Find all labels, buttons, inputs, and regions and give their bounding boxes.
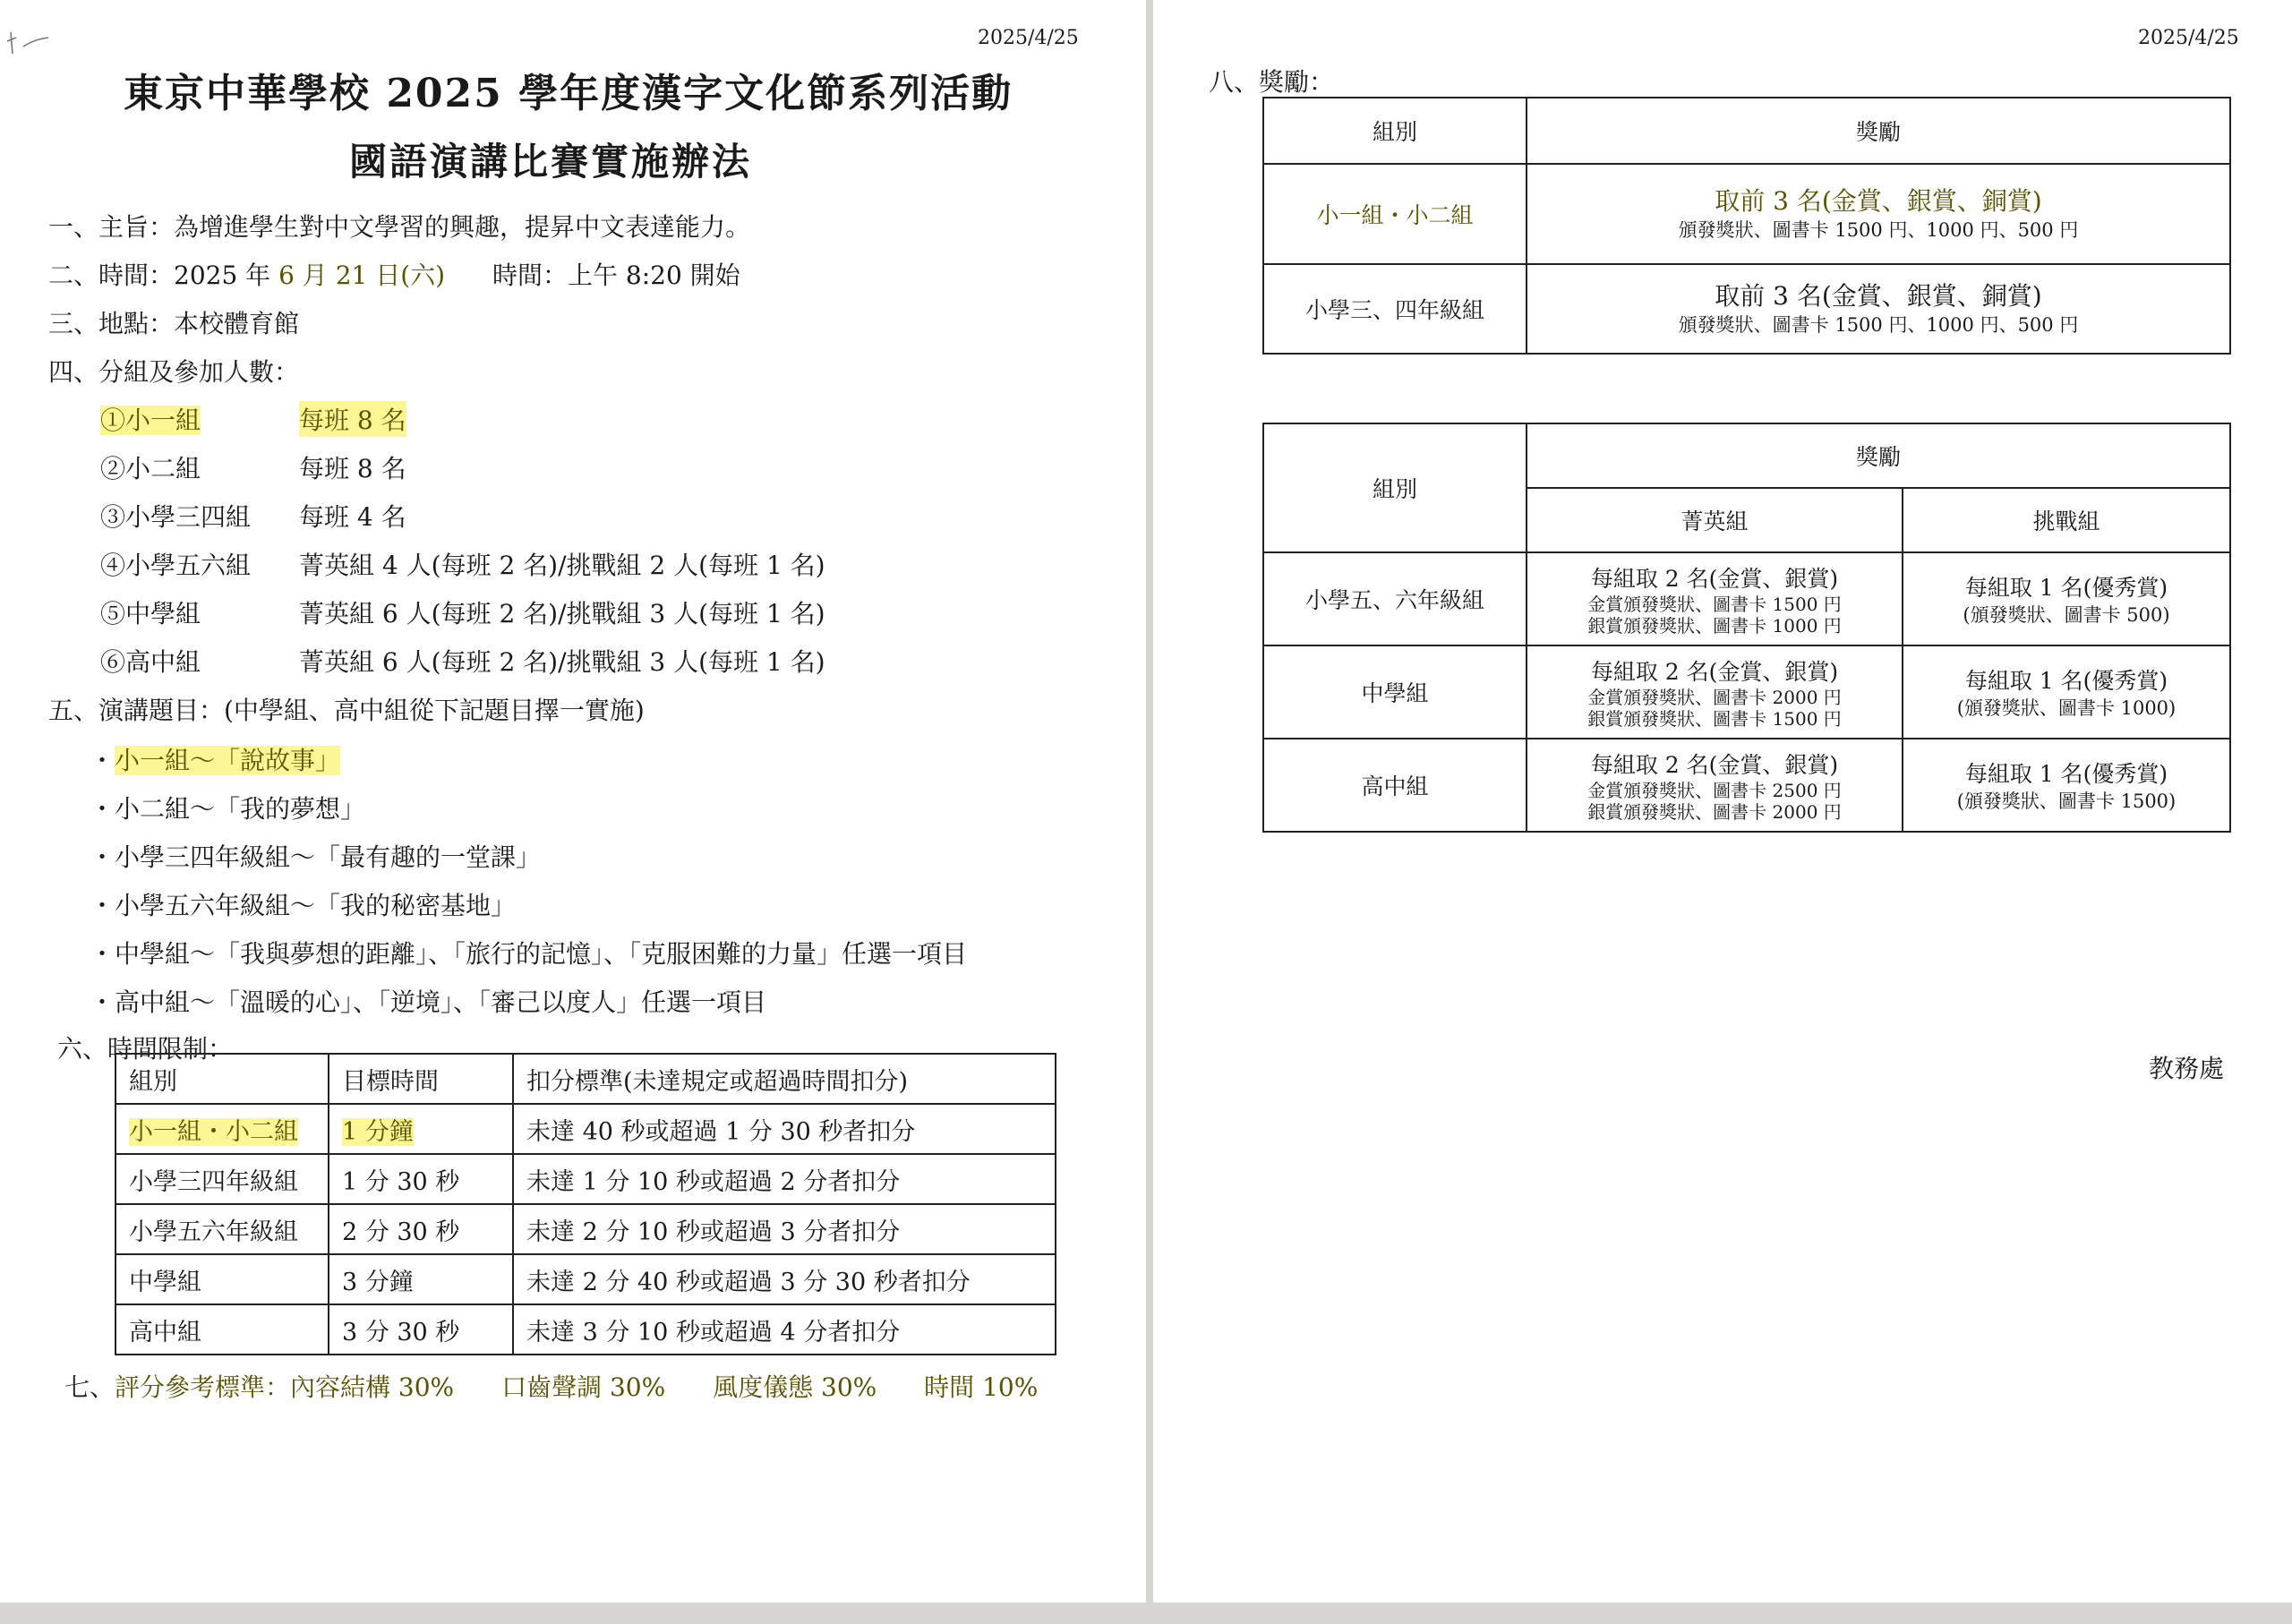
table-cell (1903, 552, 2230, 645)
table-header-cell: 組別 (115, 1054, 329, 1104)
topic-text: 小學五六年級組～「我的秘密基地」 (115, 891, 517, 920)
group-name: ③小學三四組 (100, 502, 252, 532)
topic-item: ・小一組～「說故事」 (90, 746, 341, 775)
topic-item: ・小學五六年級組～「我的秘密基地」 (90, 891, 517, 920)
time-prefix: 二、時間：2025 年 (48, 261, 271, 290)
group-item (100, 449, 406, 485)
table-row (115, 1204, 1056, 1254)
award-table-upper-grades (1262, 423, 2231, 833)
table-cell (329, 1104, 513, 1154)
table-cell: 3 分鐘 (329, 1254, 513, 1304)
table-cell: 小學三、四年級組 (1263, 264, 1527, 354)
left-page (0, 0, 1146, 1603)
time-start: 時間：上午 8:20 開始 (492, 261, 740, 290)
table-header-cell: 獎勵 (1527, 423, 2230, 488)
topic-text: 小一組～「說故事」 (115, 746, 341, 775)
group-item (100, 594, 825, 630)
table-header-cell: 獎勵 (1527, 98, 2230, 164)
table-row (1263, 739, 2230, 832)
award-table-lower-grades (1262, 97, 2231, 355)
section-time (48, 256, 740, 292)
table-cell: 小一組・小二組 (1263, 164, 1527, 264)
table-cell (1527, 739, 1903, 832)
award-gold-text: 金賞頒發獎狀、圖書卡 2500 円 (1587, 780, 1842, 801)
section-purpose: 一、主旨：為增進學生對中文學習的興趣，提昇中文表達能力。 (48, 212, 751, 242)
scoring-item: 口齒聲調 30% (501, 1372, 666, 1402)
award-main-text: 每組取 1 名(優秀賞) (1964, 761, 2168, 787)
table-cell: 高中組 (1263, 739, 1527, 832)
table-cell: 小學三四年級組 (115, 1154, 329, 1204)
group-item (100, 643, 825, 679)
group-count: 菁英組 6 人(每班 2 名)/挑戰組 3 人(每班 1 名) (299, 647, 825, 677)
table-header-cell: 組別 (1263, 423, 1527, 552)
cell-text: 1 分鐘 (342, 1117, 414, 1146)
award-sub-text: (頒發獎狀、圖書卡 1500) (1956, 791, 2177, 812)
table-header-cell: 挑戰組 (1903, 488, 2230, 552)
document-date: 2025/4/25 (2138, 27, 2239, 49)
group-name: ⑥高中組 (100, 647, 201, 677)
table-cell: 未達 3 分 10 秒或超過 4 分者扣分 (513, 1304, 1056, 1355)
table-cell (1903, 739, 2230, 832)
award-main-text: 每組取 2 名(金賞、銀賞) (1590, 752, 1839, 778)
award-gold-text: 金賞頒發獎狀、圖書卡 2000 円 (1587, 687, 1842, 708)
topic-text: 小學三四年級組～「最有趣的一堂課」 (115, 842, 542, 872)
table-row (1263, 264, 2230, 354)
table-row (115, 1154, 1056, 1204)
award-silver-text: 銀賞頒發獎狀、圖書卡 1000 円 (1587, 615, 1842, 637)
group-name: ②小二組 (100, 454, 201, 483)
award-sub-text: 頒發獎狀、圖書卡 1500 円、1000 円、500 円 (1678, 314, 2079, 336)
table-header-cell: 目標時間 (329, 1054, 513, 1104)
document-date: 2025/4/25 (978, 27, 1079, 49)
group-count: 菁英組 6 人(每班 2 名)/挑戰組 3 人(每班 1 名) (299, 599, 825, 628)
cell-text: 小一組・小二組 (129, 1117, 298, 1146)
right-page (1153, 0, 2292, 1603)
group-count: 每班 8 名 (299, 401, 406, 437)
table-cell: 2 分 30 秒 (329, 1204, 513, 1254)
table-row (1263, 552, 2230, 645)
table-cell (1903, 645, 2230, 739)
award-gold-text: 金賞頒發獎狀、圖書卡 1500 円 (1587, 594, 1842, 615)
group-item (100, 546, 825, 582)
scoring-item: 時間 10% (924, 1372, 1039, 1402)
section-topics-heading: 五、演講題目：(中學組、高中組從下記題目擇一實施) (48, 696, 645, 725)
topic-item: ・小二組～「我的夢想」 (90, 794, 366, 824)
section-time-limit-heading: 六、時間限制： (57, 1034, 234, 1064)
table-cell: 未達 40 秒或超過 1 分 30 秒者扣分 (513, 1104, 1056, 1154)
document-subtitle: 國語演講比賽實施辦法 (349, 140, 753, 184)
table-cell (1527, 645, 1903, 739)
table-cell: 中學組 (1263, 645, 1527, 739)
group-count: 菁英組 4 人(每班 2 名)/挑戰組 2 人(每班 1 名) (299, 551, 825, 580)
table-cell: 未達 1 分 10 秒或超過 2 分者扣分 (513, 1154, 1056, 1204)
table-cell (1527, 164, 2230, 264)
group-name: ⑤中學組 (100, 599, 201, 628)
scoring-label: 評分參考標準： (115, 1372, 291, 1402)
table-row (115, 1254, 1056, 1304)
group-count: 每班 4 名 (299, 502, 406, 532)
table-cell: 1 分 30 秒 (329, 1154, 513, 1204)
table-cell: 未達 2 分 40 秒或超過 3 分 30 秒者扣分 (513, 1254, 1056, 1304)
table-cell (115, 1104, 329, 1154)
pencil-mark (4, 27, 57, 63)
table-cell: 中學組 (115, 1254, 329, 1304)
table-cell (1527, 552, 1903, 645)
table-cell: 小學五六年級組 (115, 1204, 329, 1254)
award-sub-text: 頒發獎狀、圖書卡 1500 円、1000 円、500 円 (1678, 219, 2079, 241)
table-header-row (1263, 98, 2230, 164)
section-location: 三、地點：本校體育館 (48, 309, 300, 338)
group-item (100, 401, 406, 437)
award-main-text: 每組取 2 名(金賞、銀賞) (1590, 659, 1839, 685)
scoring-item: 內容結構 30% (290, 1372, 455, 1402)
table-row (115, 1304, 1056, 1355)
table-header-row (1263, 423, 2230, 488)
time-limit-table (115, 1053, 1056, 1355)
scoring-item: 風度儀態 30% (713, 1372, 877, 1402)
group-name: ④小學五六組 (100, 551, 252, 580)
section-scoring (64, 1368, 1038, 1404)
topic-text: 中學組～「我與夢想的距離」、「旅行的記憶」、「克服困難的力量」任選一項目 (115, 939, 968, 969)
time-date: 6 月 21 日(六) (278, 261, 446, 290)
topic-item: ・小學三四年級組～「最有趣的一堂課」 (90, 842, 542, 872)
award-silver-text: 銀賞頒發獎狀、圖書卡 2000 円 (1587, 801, 1842, 823)
award-sub-text: (頒發獎狀、圖書卡 1000) (1956, 697, 2177, 719)
table-header-row (115, 1054, 1056, 1104)
table-row (115, 1104, 1056, 1154)
table-cell (1527, 264, 2230, 354)
table-row (1263, 645, 2230, 739)
award-main-text: 每組取 2 名(金賞、銀賞) (1590, 566, 1839, 592)
award-main-text: 取前 3 名(金賞、銀賞、銅賞) (1715, 281, 2042, 311)
table-header-cell: 扣分標準(未達規定或超過時間扣分) (513, 1054, 1056, 1104)
table-header-cell: 菁英組 (1527, 488, 1903, 552)
table-cell: 高中組 (115, 1304, 329, 1355)
topic-item: ・高中組～「溫暖的心」、「逆境」、「審己以度人」任選一項目 (90, 987, 767, 1017)
table-cell: 未達 2 分 10 秒或超過 3 分者扣分 (513, 1204, 1056, 1254)
document-title: 東京中華學校 2025 學年度漢字文化節系列活動 (124, 71, 1013, 116)
table-cell: 3 分 30 秒 (329, 1304, 513, 1355)
award-silver-text: 銀賞頒發獎狀、圖書卡 1500 円 (1587, 708, 1842, 730)
table-cell: 小學五、六年級組 (1263, 552, 1527, 645)
section-groups-heading: 四、分組及參加人數： (48, 357, 300, 387)
table-header-cell: 組別 (1263, 98, 1527, 164)
award-main-text: 每組取 1 名(優秀賞) (1964, 668, 2168, 694)
topic-text: 高中組～「溫暖的心」、「逆境」、「審己以度人」任選一項目 (115, 987, 767, 1017)
issuer-signature: 教務處 (2149, 1054, 2225, 1083)
table-row (1263, 164, 2230, 264)
scoring-prefix: 七、 (64, 1372, 115, 1402)
topic-text: 小二組～「我的夢想」 (115, 794, 366, 824)
group-name: ①小一組 (100, 406, 201, 435)
award-main-text: 每組取 1 名(優秀賞) (1964, 575, 2168, 601)
group-item (100, 498, 406, 534)
award-main-text: 取前 3 名(金賞、銀賞、銅賞) (1715, 186, 2042, 216)
award-sub-text: (頒發獎狀、圖書卡 500) (1963, 604, 2170, 626)
group-count: 每班 8 名 (299, 454, 406, 483)
topic-item: ・中學組～「我與夢想的距離」、「旅行的記憶」、「克服困難的力量」任選一項目 (90, 939, 968, 969)
section-awards-heading: 八、獎勵： (1209, 67, 1335, 97)
